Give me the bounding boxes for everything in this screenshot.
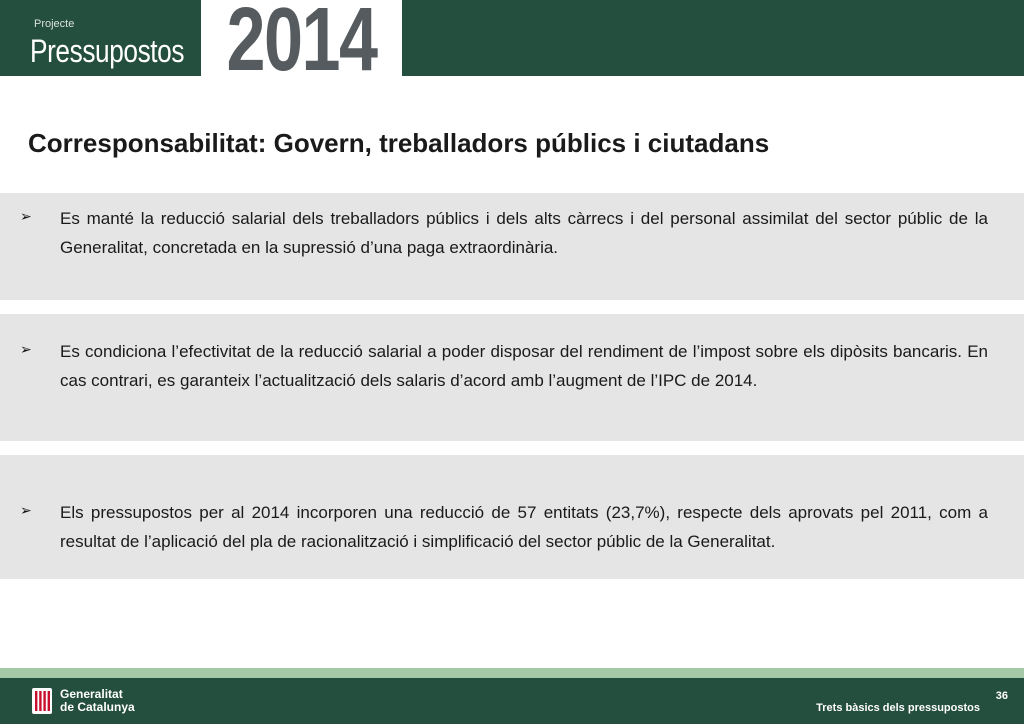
header-subtitle: Projecte <box>34 18 75 30</box>
arrowhead-bullet-icon: ➢ <box>20 209 32 225</box>
page-number: 36 <box>995 690 1008 702</box>
arrowhead-bullet-icon: ➢ <box>20 503 32 519</box>
arrowhead-bullet-icon: ➢ <box>20 342 32 358</box>
footer-stripe <box>0 668 1024 678</box>
footer-caption: Trets bàsics dels pressupostos <box>816 702 980 714</box>
header-year: 2014 <box>226 0 377 90</box>
logo-line-2: de Catalunya <box>60 700 135 714</box>
page-title: Corresponsabilitat: Govern, treballadors públics i ciutadans <box>28 128 770 158</box>
logo-text <box>60 688 135 714</box>
bullet-text-1: Es manté la reducció salarial dels treballadors públics i dels alts càrrecs i del personal assimilat del sector públic de la Generalitat, concretada en la supressió d’una paga extraordinària. <box>60 209 988 257</box>
generalitat-logo-icon <box>32 688 52 714</box>
year-box <box>201 0 402 90</box>
footer-band <box>0 678 1024 724</box>
header-title: Pressupostos <box>30 33 185 69</box>
bullet-text-2: Es condiciona l’efectivitat de la reducció salarial a poder disposar del rendiment de l’impost sobre els dipòsits bancaris. En cas contrari, es garanteix l’actualització dels salaris d’acord amb l’augment de l’IPC de 2014. <box>60 342 988 390</box>
bullet-text-3: Els pressupostos per al 2014 incorporen una reducció de 57 entitats (23,7%), respecte dels aprovats pel 2011, com a resultat de l’aplicació del pla de racionalització i simplificació del sector públic de la Generalitat. <box>60 503 988 551</box>
logo-line-1: Generalitat <box>60 687 123 701</box>
